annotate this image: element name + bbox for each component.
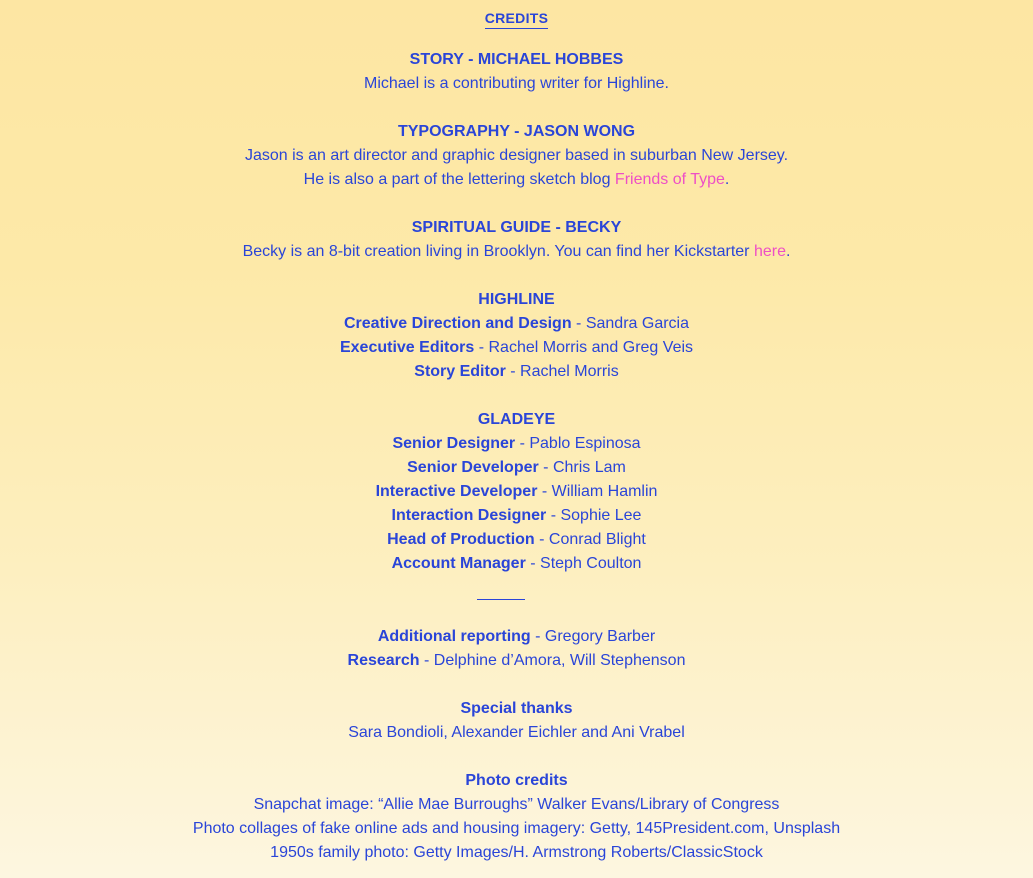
additional-role-row [0,625,1033,649]
gladeye-role-row [0,432,1033,456]
gladeye-role-row [0,552,1033,576]
typography-bio-line2-end: . [724,171,730,188]
additional-role-label: Additional reporting [377,628,531,645]
special-thanks-heading: Special thanks [460,700,573,717]
additional-role-name: - Delphine d’Amora, Will Stephenson [419,652,686,669]
story-bio: Michael is a contributing writer for Highline. [363,75,669,92]
additional-role-row [0,649,1033,673]
additional-role-name: - Gregory Barber [530,628,656,645]
highline-role-name: - Sandra Garcia [571,315,689,332]
spiritual-bio-end: . [785,243,791,260]
spiritual-bio [0,240,1033,264]
gladeye-role-label: Senior Developer [407,459,539,476]
highline-role-row [0,360,1033,384]
photo-credit-line: Snapchat image: “Allie Mae Burroughs” Walker Evans/Library of Congress [253,796,780,813]
special-thanks-names: Sara Bondioli, Alexander Eichler and Ani Vrabel [348,724,685,741]
gladeye-role-row [0,480,1033,504]
gladeye-role-label: Account Manager [391,555,526,572]
highline-role-name: - Rachel Morris [505,363,619,380]
highline-role-label: Story Editor [414,363,506,380]
gladeye-role-name: - Steph Coulton [525,555,642,572]
highline-role-label: Creative Direction and Design [343,315,572,332]
gladeye-role-row [0,456,1033,480]
story-heading: STORY - MICHAEL HOBBES [409,51,624,68]
credits-title-text: CREDITS [485,10,549,29]
photo-credit-line: 1950s family photo: Getty Images/H. Armstrong Roberts/ClassicStock [270,844,763,861]
friends-of-type-link[interactable]: Friends of Type [614,171,725,188]
gladeye-role-name: - Sophie Lee [546,507,642,524]
section-divider [477,599,525,600]
gladeye-role-label: Interaction Designer [391,507,547,524]
typography-bio-line2 [0,168,1033,192]
gladeye-role-row [0,504,1033,528]
gladeye-role-name: - Pablo Espinosa [515,435,641,452]
highline-role-name: - Rachel Morris and Greg Veis [474,339,694,356]
photo-credits-heading: Photo credits [465,772,568,789]
gladeye-role-label: Senior Designer [392,435,516,452]
gladeye-role-name: - Conrad Blight [534,531,646,548]
highline-role-label: Executive Editors [339,339,475,356]
highline-role-row [0,312,1033,336]
spiritual-heading: SPIRITUAL GUIDE - BECKY [411,219,622,236]
kickstarter-here-link[interactable]: here [753,243,786,260]
spiritual-bio-text: Becky is an 8-bit creation living in Brooklyn. You can find her Kickstarter [242,243,754,260]
typography-bio-line1: Jason is an art director and graphic designer based in suburban New Jersey. [244,147,789,164]
gladeye-role-label: Head of Production [387,531,535,548]
credits-title [0,10,1033,26]
gladeye-role-row [0,528,1033,552]
highline-heading: HIGHLINE [478,291,555,308]
additional-role-label: Research [347,652,420,669]
typography-heading: TYPOGRAPHY - JASON WONG [397,123,636,140]
gladeye-role-name: - William Hamlin [537,483,658,500]
gladeye-role-name: - Chris Lam [538,459,626,476]
highline-role-row [0,336,1033,360]
gladeye-heading: GLADEYE [477,411,556,428]
typography-bio-line2-text: He is also a part of the lettering sketch blog [303,171,615,188]
photo-credit-line: Photo collages of fake online ads and housing imagery: Getty, 145President.com, Unsplash [192,820,841,837]
gladeye-role-label: Interactive Developer [375,483,538,500]
